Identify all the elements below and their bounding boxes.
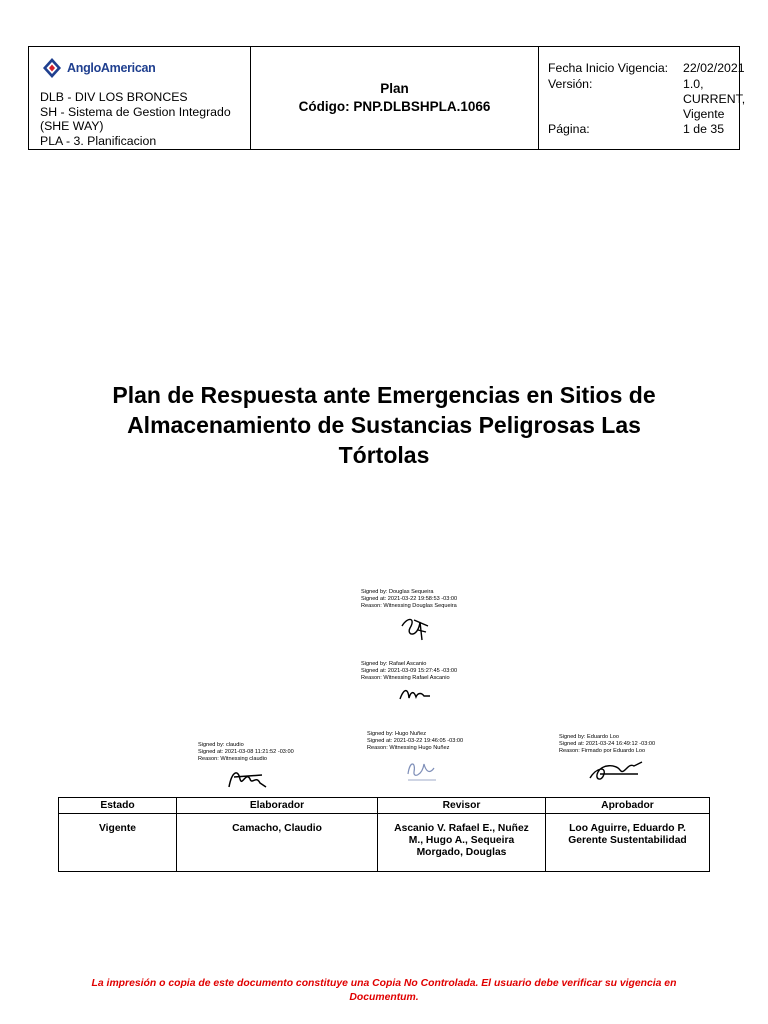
approval-aprobador	[546, 814, 710, 872]
org-line: (SHE WAY)	[40, 119, 104, 133]
approval-table	[58, 797, 710, 872]
handwritten-signature-douglas	[398, 612, 432, 642]
version-value-line: Vigente	[683, 107, 725, 121]
version-value-line: 1.0,	[683, 77, 704, 91]
signature-signed-by: Signed by: Hugo Nuñez	[367, 731, 427, 737]
approval-row	[59, 814, 710, 872]
signature-signed-at: Signed at: 2021-03-24 16:49:12 -03:00	[559, 741, 656, 747]
doc-type: Plan	[380, 81, 409, 96]
signature-reason: Reason: Witnessing Rafael Ascanio	[361, 675, 450, 681]
approval-elaborador: Camacho, Claudio	[177, 814, 378, 872]
header-doc-cell	[251, 47, 539, 149]
pagina-label: Página:	[548, 122, 590, 136]
pagina-value: 1 de 35	[683, 122, 725, 136]
signature-block-hugo	[367, 731, 463, 752]
notice-line: Documentum.	[349, 991, 419, 1003]
approval-revisor	[378, 814, 546, 872]
version-value	[683, 77, 745, 122]
signature-signed-by: Signed by: Rafael Ascanio	[361, 661, 427, 667]
signature-reason: Reason: Witnessing Hugo Nuñez	[367, 745, 450, 751]
org-line: SH - Sistema de Gestion Integrado	[40, 104, 231, 119]
anglo-american-logo-icon	[41, 57, 63, 79]
version-label: Versión:	[548, 77, 593, 91]
logo-text: AngloAmerican	[67, 61, 156, 75]
signature-reason: Reason: Witnessing Douglas Sequeira	[361, 603, 457, 609]
signature-signed-at: Signed at: 2021-03-22 19:46:05 -03:00	[367, 738, 464, 744]
doc-code: Código: PNP.DLBSHPLA.1066	[298, 99, 491, 114]
document-header	[28, 46, 746, 150]
fecha-value: 22/02/2021	[683, 61, 745, 75]
org-line: DLB - DIV LOS BRONCES	[40, 90, 188, 104]
company-logo	[41, 57, 155, 79]
revisor-line: Morgado, Douglas	[416, 847, 507, 858]
approval-header-elaborador: Elaborador	[177, 798, 378, 814]
title-line: Almacenamiento de Sustancias Peligrosas Las	[127, 412, 641, 438]
org-line: PLA - 3. Planificacion	[40, 133, 157, 148]
handwritten-signature-hugo	[404, 756, 440, 784]
revisor-line: M., Hugo A., Sequeira	[408, 835, 515, 846]
handwritten-signature-eduardo	[586, 758, 646, 786]
approval-header-estado: Estado	[59, 798, 177, 814]
document-title	[40, 380, 728, 470]
title-line: Tórtolas	[338, 442, 430, 468]
uncontrolled-copy-notice	[30, 977, 738, 1004]
signature-block-claudio	[198, 742, 294, 763]
aprobador-line: Gerente Sustentabilidad	[568, 835, 687, 846]
header-meta-cell	[539, 47, 746, 149]
signature-reason: Reason: Firmado por Eduardo Loo	[559, 748, 646, 754]
version-value-line: CURRENT,	[683, 92, 746, 106]
approval-header-revisor: Revisor	[378, 798, 546, 814]
signature-signed-at: Signed at: 2021-03-09 15:27:45 -03:00	[361, 668, 458, 674]
signature-signed-by: Signed by: Eduardo Loo	[559, 734, 620, 740]
approval-estado: Vigente	[59, 814, 177, 872]
org-lines	[40, 90, 231, 148]
approval-header-row	[59, 798, 710, 814]
signature-block-douglas	[361, 589, 457, 610]
signature-block-rafael	[361, 661, 457, 682]
title-line: Plan de Respuesta ante Emergencias en Sitios de	[112, 382, 656, 408]
signature-signed-at: Signed at: 2021-03-22 19:58:53 -03:00	[361, 596, 458, 602]
revisor-line: Ascanio V. Rafael E., Nuñez	[394, 823, 529, 834]
aprobador-line: Loo Aguirre, Eduardo P.	[569, 823, 686, 834]
signature-signed-by: Signed by: Douglas Sequeira	[361, 589, 434, 595]
notice-line: La impresión o copia de este documento constituye una Copia No Controlada. El usuario debe verificar su vigencia en	[91, 978, 677, 989]
signature-block-eduardo	[559, 734, 655, 755]
fecha-label: Fecha Inicio Vigencia:	[548, 61, 669, 75]
signature-signed-by: Signed by: claudio	[198, 742, 244, 748]
approval-header-aprobador: Aprobador	[546, 798, 710, 814]
header-org-cell	[29, 47, 251, 149]
handwritten-signature-claudio	[226, 765, 270, 793]
handwritten-signature-rafael	[398, 686, 432, 702]
signature-reason: Reason: Witnessing claudio	[198, 756, 268, 762]
signature-signed-at: Signed at: 2021-03-08 11:21:52 -03:00	[198, 749, 294, 755]
